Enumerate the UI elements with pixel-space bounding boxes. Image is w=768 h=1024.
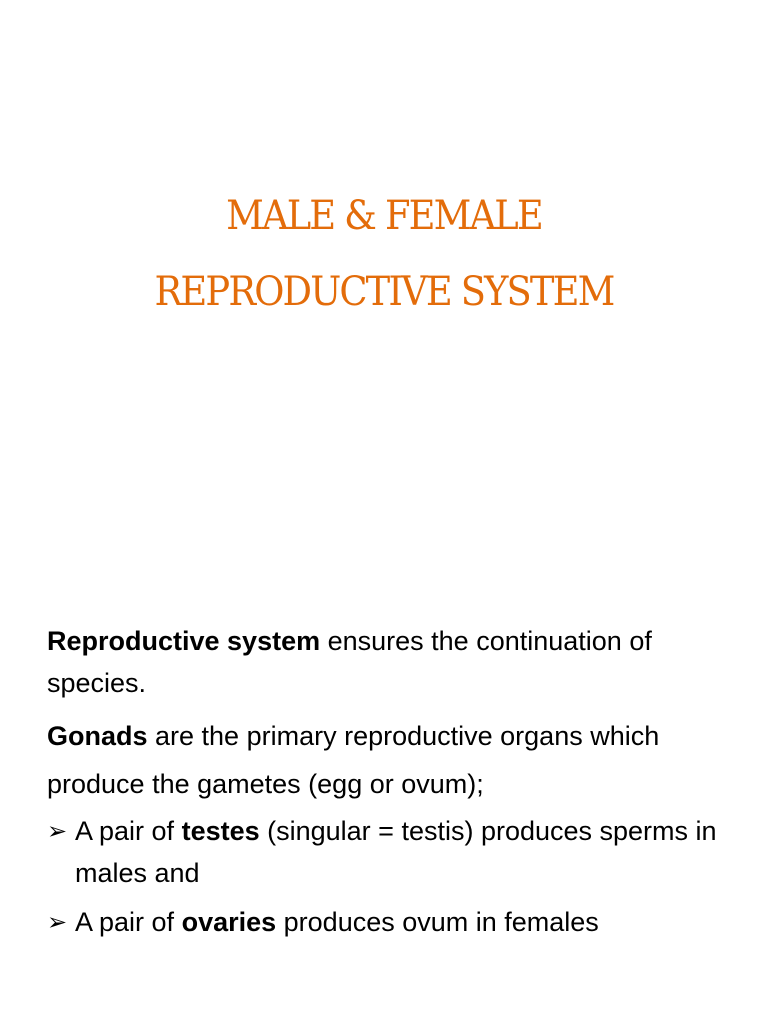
bullet-item-testes bbox=[47, 810, 727, 894]
term-ovaries: ovaries bbox=[181, 907, 277, 937]
bullet-item-ovaries bbox=[47, 901, 727, 943]
paragraph-gonads bbox=[47, 712, 727, 808]
slide-body bbox=[47, 620, 727, 950]
paragraph-2-text: are the primary reproductive organs which produce the gametes (egg or ovum); bbox=[47, 721, 660, 799]
term-testes: testes bbox=[181, 816, 260, 846]
arrow-bullet-icon: ➢ bbox=[47, 908, 68, 936]
bullet-1-text: (singular = testis) produces sperms in males and bbox=[75, 816, 717, 888]
arrow-bullet-icon: ➢ bbox=[47, 817, 68, 845]
title-line-2: REPRODUCTIVE SYSTEM bbox=[154, 269, 614, 315]
term-reproductive-system: Reproductive system bbox=[47, 626, 321, 656]
bullet-2-text: produces ovum in females bbox=[276, 907, 599, 937]
paragraph-reproductive-system bbox=[47, 620, 727, 704]
title-line-1: MALE & FEMALE bbox=[226, 193, 542, 239]
paragraph-1-text: ensures the continuation of species. bbox=[47, 626, 652, 698]
slide-title bbox=[31, 178, 738, 330]
term-gonads: Gonads bbox=[47, 721, 148, 751]
bullet-2-prefix: A pair of bbox=[75, 907, 182, 937]
bullet-1-prefix: A pair of bbox=[75, 816, 182, 846]
